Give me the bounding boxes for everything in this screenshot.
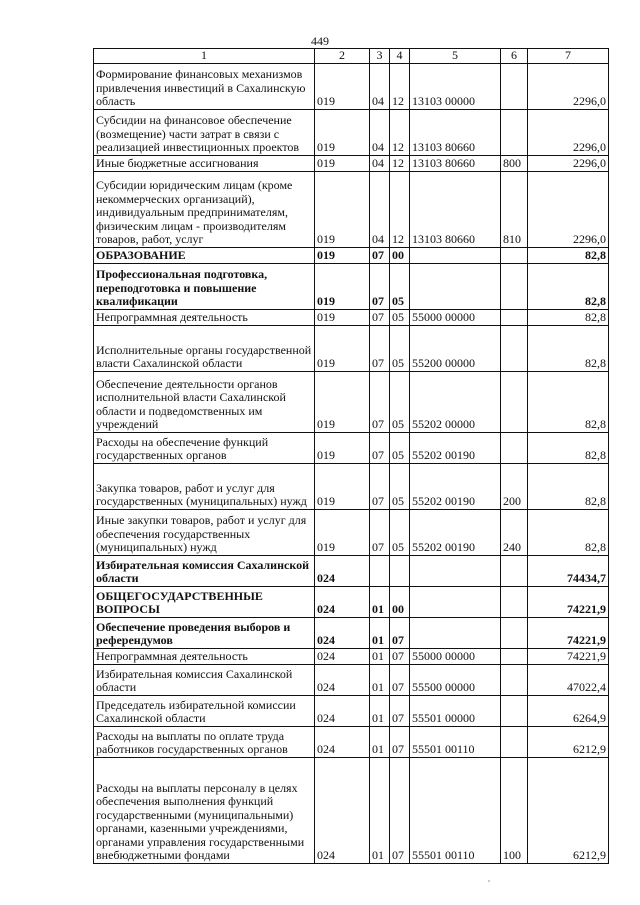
amount-cell: 82,8 bbox=[528, 325, 609, 371]
item-name-cell: Субсидии на финансовое обеспечение (возмещение) части затрат в связи с реализацией инвестиционных проектов bbox=[94, 109, 315, 155]
subsection-code-cell: 07 bbox=[390, 757, 410, 863]
table-row bbox=[94, 664, 609, 695]
expense-type-cell: 810 bbox=[501, 171, 528, 247]
target-article-cell bbox=[410, 263, 501, 309]
table-row bbox=[94, 155, 609, 171]
target-article-cell: 55501 00110 bbox=[410, 757, 501, 863]
ministry-code-cell: 024 bbox=[315, 555, 370, 586]
ministry-code-cell: 019 bbox=[315, 109, 370, 155]
item-name-cell: Непрограммная деятельность bbox=[94, 309, 315, 325]
expense-type-cell bbox=[501, 325, 528, 371]
expense-type-cell bbox=[501, 109, 528, 155]
amount-cell: 6264,9 bbox=[528, 695, 609, 726]
ministry-code-cell: 019 bbox=[315, 247, 370, 263]
ministry-code-cell: 024 bbox=[315, 617, 370, 648]
target-article-cell bbox=[410, 555, 501, 586]
amount-cell: 82,8 bbox=[528, 247, 609, 263]
table-row bbox=[94, 325, 609, 371]
section-code-cell: 04 bbox=[370, 155, 390, 171]
table-row bbox=[94, 432, 609, 463]
item-name-cell: ОБЩЕГОСУДАРСТВЕННЫЕ ВОПРОСЫ bbox=[94, 586, 315, 617]
amount-cell: 82,8 bbox=[528, 371, 609, 432]
subsection-code-cell: 12 bbox=[390, 109, 410, 155]
item-name-cell: Расходы на выплаты персоналу в целях обеспечения выполнения функций государственными (муниципальными) органами, казенными учреждениями, органами управления государственными внебюджетными фондами bbox=[94, 757, 315, 863]
ministry-code-cell: 019 bbox=[315, 171, 370, 247]
item-name-cell: Исполнительные органы государственной власти Сахалинской области bbox=[94, 325, 315, 371]
target-article-cell: 55501 00000 bbox=[410, 695, 501, 726]
amount-cell: 2296,0 bbox=[528, 63, 609, 109]
section-code-cell: 04 bbox=[370, 109, 390, 155]
item-name-cell: Избирательная комиссия Сахалинской области bbox=[94, 555, 315, 586]
ministry-code-cell: 019 bbox=[315, 155, 370, 171]
amount-cell: 74221,9 bbox=[528, 586, 609, 617]
ministry-code-cell: 024 bbox=[315, 726, 370, 757]
expense-type-cell bbox=[501, 371, 528, 432]
header-row bbox=[94, 49, 609, 64]
target-article-cell: 55500 00000 bbox=[410, 664, 501, 695]
expense-type-cell bbox=[501, 309, 528, 325]
table-row bbox=[94, 171, 609, 247]
section-code-cell: 07 bbox=[370, 263, 390, 309]
column-header: 3 bbox=[370, 49, 390, 64]
ministry-code-cell: 019 bbox=[315, 432, 370, 463]
subsection-code-cell: 12 bbox=[390, 63, 410, 109]
ministry-code-cell: 024 bbox=[315, 757, 370, 863]
target-article-cell: 13103 80660 bbox=[410, 171, 501, 247]
expense-type-cell: 200 bbox=[501, 463, 528, 509]
item-name-cell: Расходы на выплаты по оплате труда работников государственных органов bbox=[94, 726, 315, 757]
subsection-code-cell: 07 bbox=[390, 664, 410, 695]
expense-type-cell: 240 bbox=[501, 509, 528, 555]
subsection-code-cell: 00 bbox=[390, 247, 410, 263]
target-article-cell: 55200 00000 bbox=[410, 325, 501, 371]
target-article-cell: 13103 80660 bbox=[410, 109, 501, 155]
ministry-code-cell: 019 bbox=[315, 509, 370, 555]
section-code-cell: 04 bbox=[370, 63, 390, 109]
amount-cell: 2296,0 bbox=[528, 155, 609, 171]
section-code-cell: 01 bbox=[370, 695, 390, 726]
item-name-cell: Профессиональная подготовка, переподготовка и повышение квалификации bbox=[94, 263, 315, 309]
ministry-code-cell: 024 bbox=[315, 664, 370, 695]
table-row bbox=[94, 509, 609, 555]
item-name-cell: ОБРАЗОВАНИЕ bbox=[94, 247, 315, 263]
item-name-cell: Иные бюджетные ассигнования bbox=[94, 155, 315, 171]
amount-cell: 82,8 bbox=[528, 309, 609, 325]
item-name-cell: Обеспечение деятельности органов исполнительной власти Сахалинской области и подведомственных им учреждений bbox=[94, 371, 315, 432]
ministry-code-cell: 019 bbox=[315, 463, 370, 509]
target-article-cell: 55202 00190 bbox=[410, 509, 501, 555]
amount-cell: 47022,4 bbox=[528, 664, 609, 695]
section-code-cell: 01 bbox=[370, 664, 390, 695]
ministry-code-cell: 019 bbox=[315, 371, 370, 432]
section-code-cell: 01 bbox=[370, 586, 390, 617]
table-row bbox=[94, 109, 609, 155]
ministry-code-cell: 019 bbox=[315, 263, 370, 309]
expense-type-cell: 100 bbox=[501, 757, 528, 863]
expense-type-cell bbox=[501, 617, 528, 648]
target-article-cell: 55501 00110 bbox=[410, 726, 501, 757]
page-number: 449 bbox=[311, 34, 329, 48]
amount-cell: 82,8 bbox=[528, 463, 609, 509]
section-code-cell: 01 bbox=[370, 617, 390, 648]
subsection-code-cell: 00 bbox=[390, 586, 410, 617]
column-header: 4 bbox=[390, 49, 410, 64]
amount-cell: 2296,0 bbox=[528, 109, 609, 155]
table-row bbox=[94, 617, 609, 648]
ministry-code-cell: 024 bbox=[315, 695, 370, 726]
item-name-cell: Избирательная комиссия Сахалинской области bbox=[94, 664, 315, 695]
subsection-code-cell: 05 bbox=[390, 263, 410, 309]
amount-cell: 82,8 bbox=[528, 509, 609, 555]
column-header: 1 bbox=[94, 49, 315, 64]
subsection-code-cell: 07 bbox=[390, 648, 410, 664]
subsection-code-cell bbox=[390, 555, 410, 586]
ministry-code-cell: 019 bbox=[315, 63, 370, 109]
expense-type-cell bbox=[501, 648, 528, 664]
expense-type-cell: 800 bbox=[501, 155, 528, 171]
table-row bbox=[94, 555, 609, 586]
target-article-cell bbox=[410, 617, 501, 648]
subsection-code-cell: 07 bbox=[390, 617, 410, 648]
ministry-code-cell: 019 bbox=[315, 309, 370, 325]
amount-cell: 82,8 bbox=[528, 263, 609, 309]
target-article-cell: 55202 00190 bbox=[410, 432, 501, 463]
item-name-cell: Председатель избирательной комиссии Сахалинской области bbox=[94, 695, 315, 726]
item-name-cell: Расходы на обеспечение функций государственных органов bbox=[94, 432, 315, 463]
expense-type-cell bbox=[501, 695, 528, 726]
subsection-code-cell: 12 bbox=[390, 171, 410, 247]
subsection-code-cell: 05 bbox=[390, 371, 410, 432]
subsection-code-cell: 05 bbox=[390, 432, 410, 463]
budget-table bbox=[93, 48, 609, 864]
amount-cell: 82,8 bbox=[528, 432, 609, 463]
item-name-cell: Закупка товаров, работ и услуг для государственных (муниципальных) нужд bbox=[94, 463, 315, 509]
subsection-code-cell: 05 bbox=[390, 463, 410, 509]
section-code-cell: 01 bbox=[370, 726, 390, 757]
subsection-code-cell: 07 bbox=[390, 726, 410, 757]
ministry-code-cell: 024 bbox=[315, 648, 370, 664]
expense-type-cell bbox=[501, 555, 528, 586]
target-article-cell: 55000 00000 bbox=[410, 309, 501, 325]
section-code-cell: 04 bbox=[370, 171, 390, 247]
expense-type-cell bbox=[501, 263, 528, 309]
target-article-cell: 55000 00000 bbox=[410, 648, 501, 664]
section-code-cell bbox=[370, 555, 390, 586]
amount-cell: 74221,9 bbox=[528, 617, 609, 648]
scan-speck bbox=[488, 880, 490, 882]
target-article-cell: 13103 00000 bbox=[410, 63, 501, 109]
subsection-code-cell: 12 bbox=[390, 155, 410, 171]
expense-type-cell bbox=[501, 664, 528, 695]
target-article-cell: 55202 00190 bbox=[410, 463, 501, 509]
table-row bbox=[94, 648, 609, 664]
subsection-code-cell: 05 bbox=[390, 325, 410, 371]
section-code-cell: 07 bbox=[370, 509, 390, 555]
target-article-cell bbox=[410, 247, 501, 263]
item-name-cell: Непрограммная деятельность bbox=[94, 648, 315, 664]
amount-cell: 6212,9 bbox=[528, 757, 609, 863]
amount-cell: 74221,9 bbox=[528, 648, 609, 664]
expense-type-cell bbox=[501, 247, 528, 263]
item-name-cell: Иные закупки товаров, работ и услуг для обеспечения государственных (муниципальных) нужд bbox=[94, 509, 315, 555]
subsection-code-cell: 07 bbox=[390, 695, 410, 726]
column-header: 6 bbox=[501, 49, 528, 64]
ministry-code-cell: 024 bbox=[315, 586, 370, 617]
expense-type-cell bbox=[501, 586, 528, 617]
target-article-cell bbox=[410, 586, 501, 617]
table-row bbox=[94, 371, 609, 432]
section-code-cell: 07 bbox=[370, 432, 390, 463]
section-code-cell: 07 bbox=[370, 463, 390, 509]
table-row bbox=[94, 263, 609, 309]
section-code-cell: 07 bbox=[370, 309, 390, 325]
table-row bbox=[94, 247, 609, 263]
item-name-cell: Обеспечение проведения выборов и референдумов bbox=[94, 617, 315, 648]
section-code-cell: 01 bbox=[370, 648, 390, 664]
target-article-cell: 13103 80660 bbox=[410, 155, 501, 171]
subsection-code-cell: 05 bbox=[390, 309, 410, 325]
amount-cell: 6212,9 bbox=[528, 726, 609, 757]
section-code-cell: 07 bbox=[370, 247, 390, 263]
table-row bbox=[94, 309, 609, 325]
section-code-cell: 07 bbox=[370, 371, 390, 432]
subsection-code-cell: 05 bbox=[390, 509, 410, 555]
table-row bbox=[94, 726, 609, 757]
amount-cell: 2296,0 bbox=[528, 171, 609, 247]
table-row bbox=[94, 586, 609, 617]
target-article-cell: 55202 00000 bbox=[410, 371, 501, 432]
column-header: 7 bbox=[528, 49, 609, 64]
item-name-cell: Формирование финансовых механизмов привлечения инвестиций в Сахалинскую область bbox=[94, 63, 315, 109]
section-code-cell: 01 bbox=[370, 757, 390, 863]
expense-type-cell bbox=[501, 432, 528, 463]
column-header: 5 bbox=[410, 49, 501, 64]
item-name-cell: Субсидии юридическим лицам (кроме некоммерческих организаций), индивидуальным предпринимателям, физическим лицам - производителям товаров, работ, услуг bbox=[94, 171, 315, 247]
expense-type-cell bbox=[501, 726, 528, 757]
ministry-code-cell: 019 bbox=[315, 325, 370, 371]
table-row bbox=[94, 757, 609, 863]
table-row bbox=[94, 63, 609, 109]
table-row bbox=[94, 695, 609, 726]
expense-type-cell bbox=[501, 63, 528, 109]
column-header: 2 bbox=[315, 49, 370, 64]
amount-cell: 74434,7 bbox=[528, 555, 609, 586]
table-row bbox=[94, 463, 609, 509]
section-code-cell: 07 bbox=[370, 325, 390, 371]
